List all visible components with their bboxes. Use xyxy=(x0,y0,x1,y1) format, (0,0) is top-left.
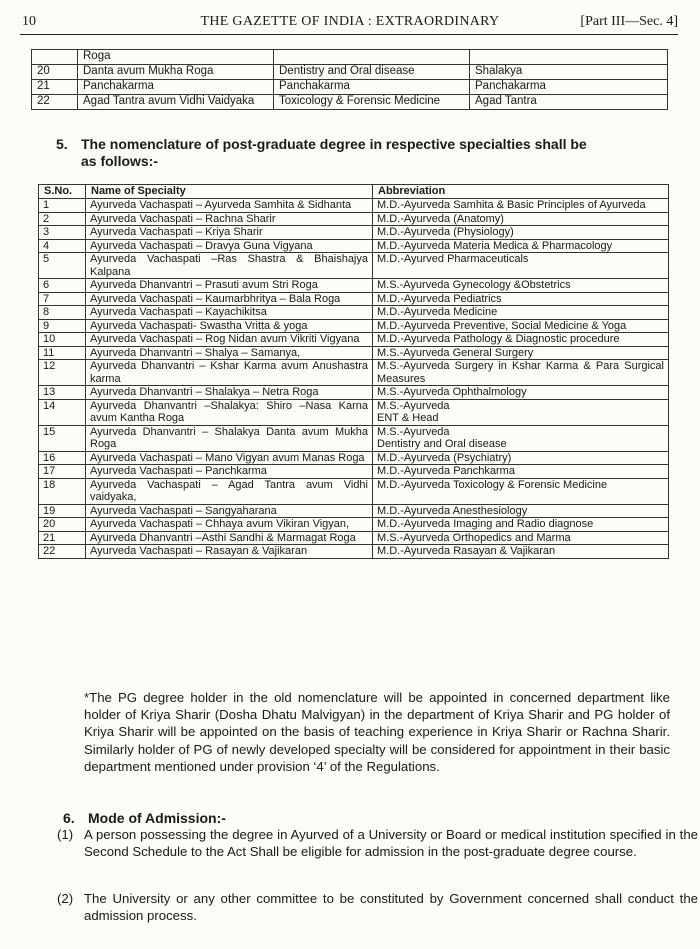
specialty-cell: Ayurveda Dhanvantri –Shalakya: Shiro –Nasa Karna avum Kantha Roga xyxy=(86,399,373,425)
table-row xyxy=(39,504,669,518)
clause-number: (1) xyxy=(57,827,74,842)
abbreviation-cell: M.S.-Ayurveda Dentistry and Oral disease xyxy=(373,425,669,451)
table-cell: 22 xyxy=(32,95,78,110)
section-number: 5. xyxy=(56,136,68,152)
table-row xyxy=(39,279,669,293)
sno-cell: 19 xyxy=(39,504,86,518)
specialty-cell: Ayurveda Dhanvantri – Kshar Karma avum Anushastra karma xyxy=(86,360,373,386)
sno-cell: 3 xyxy=(39,226,86,240)
specialty-cell: Ayurveda Vachaspati – Chhaya avum Vikiran Vigyan, xyxy=(86,518,373,532)
table-cell: Dentistry and Oral disease xyxy=(274,65,470,80)
table-row xyxy=(39,306,669,320)
col-header-abbreviation: Abbreviation xyxy=(373,185,669,199)
table-cell: 21 xyxy=(32,80,78,95)
abbreviation-cell: M.D.-Ayurveda Pediatrics xyxy=(373,292,669,306)
table-row xyxy=(39,465,669,479)
table-row xyxy=(39,531,669,545)
table-row xyxy=(39,478,669,504)
sno-cell: 16 xyxy=(39,451,86,465)
abbreviation-cell: M.D.-Ayurveda Panchkarma xyxy=(373,465,669,479)
specialty-cell: Ayurveda Vachaspati – Panchkarma xyxy=(86,465,373,479)
table-row xyxy=(32,65,668,80)
table-row xyxy=(39,545,669,559)
abbreviation-cell: M.D.-Ayurveda Toxicology & Forensic Medicine xyxy=(373,478,669,504)
specialty-cell: Ayurveda Vachaspati- Swastha Vritta & yoga xyxy=(86,319,373,333)
table-row xyxy=(39,518,669,532)
table-cell: Agad Tantra xyxy=(470,95,668,110)
table-cell: Roga xyxy=(78,50,274,65)
clause-text: The University or any other committee to be constituted by Government concerned shall conduct the admission process. xyxy=(84,891,698,924)
table-cell: Panchakarma xyxy=(470,80,668,95)
table-cell: Shalakya xyxy=(470,65,668,80)
specialty-cell: Ayurveda Vachaspati – Agad Tantra avum Vidhi vaidyaka, xyxy=(86,478,373,504)
table-header-row xyxy=(39,185,669,199)
sno-cell: 17 xyxy=(39,465,86,479)
abbreviation-cell: M.D.-Ayurveda Preventive, Social Medicine & Yoga xyxy=(373,319,669,333)
part-section: [Part III—Sec. 4] xyxy=(580,14,678,29)
clause-text: A person possessing the degree in Ayurved of a University or Board or medical institution specified in the Second Schedule to the Act Shall be eligible for admission in the post-graduate degree course. xyxy=(84,827,698,860)
specialty-cell: Ayurveda Dhanvantri – Shalya – Samanya, xyxy=(86,346,373,360)
sno-cell: 1 xyxy=(39,199,86,213)
abbreviation-cell: M.D.-Ayurveda Samhita & Basic Principles of Ayurveda xyxy=(373,199,669,213)
specialty-cell: Ayurveda Vachaspati – Kayachikitsa xyxy=(86,306,373,320)
abbreviation-cell: M.D.-Ayurveda Medicine xyxy=(373,306,669,320)
section-heading: Mode of Admission:- xyxy=(88,810,226,826)
sno-cell: 6 xyxy=(39,279,86,293)
sno-cell: 11 xyxy=(39,346,86,360)
sno-cell: 14 xyxy=(39,399,86,425)
clause-number: (2) xyxy=(57,891,74,906)
sno-cell: 21 xyxy=(39,531,86,545)
table-row xyxy=(39,386,669,400)
abbreviation-cell: M.S.-Ayurveda General Surgery xyxy=(373,346,669,360)
header-rule xyxy=(20,34,678,35)
col-header-sno: S.No. xyxy=(39,185,86,199)
table-row xyxy=(32,95,668,110)
section-5-heading xyxy=(56,136,676,172)
abbreviation-cell: M.D.-Ayurveda Anesthesiology xyxy=(373,504,669,518)
specialty-cell: Ayurveda Vachaspati –Ras Shastra & Bhaishajya Kalpana xyxy=(86,253,373,279)
sno-cell: 22 xyxy=(39,545,86,559)
specialty-cell: Ayurveda Vachaspati – Rasayan & Vajikaran xyxy=(86,545,373,559)
nomenclature-table xyxy=(38,184,669,559)
sno-cell: 7 xyxy=(39,292,86,306)
admission-clause-1 xyxy=(57,826,698,878)
abbreviation-cell: M.S.-Ayurveda Ophthalmology xyxy=(373,386,669,400)
table-row xyxy=(39,253,669,279)
table-row xyxy=(32,80,668,95)
table-row xyxy=(39,226,669,240)
table-row xyxy=(39,346,669,360)
specialty-cell: Ayurveda Dhanvantri – Prasuti avum Stri Roga xyxy=(86,279,373,293)
table-cell xyxy=(274,50,470,65)
abbreviation-cell: M.D.-Ayurveda (Physiology) xyxy=(373,226,669,240)
table-row xyxy=(39,425,669,451)
section-number: 6. xyxy=(63,810,75,826)
sno-cell: 12 xyxy=(39,360,86,386)
abbreviation-cell: M.D.-Ayurveda Materia Medica & Pharmacology xyxy=(373,239,669,253)
specialty-cell: Ayurveda Dhanvantri – Shalakya Danta avum Mukha Roga xyxy=(86,425,373,451)
sno-cell: 18 xyxy=(39,478,86,504)
abbreviation-cell: M.S.-Ayurveda Orthopedics and Marma xyxy=(373,531,669,545)
table-row xyxy=(39,333,669,347)
table-cell xyxy=(470,50,668,65)
table-row xyxy=(39,399,669,425)
note-paragraph: *The PG degree holder in the old nomenclature will be appointed in concerned department like holder of Kriya Sharir (Dosha Dhatu Malvigyan) in the department of Kriya Sharir and PG holder of Kriya Sharir will be appointed on the basis of teaching experience in Kriya Sharir or Rachna Sharir. Similarly holder of PG of newly developed specialty will be considered for appointment in their basic department mentioned under provision ‘4’ of the Regulations. xyxy=(84,690,670,774)
specialty-cell: Ayurveda Vachaspati – Kaumarbhritya – Bala Roga xyxy=(86,292,373,306)
table-cell: Agad Tantra avum Vidhi Vaidyaka xyxy=(78,95,274,110)
table-cell: Panchakarma xyxy=(274,80,470,95)
abbreviation-cell: M.S.-Ayurveda Gynecology &Obstetrics xyxy=(373,279,669,293)
abbreviation-cell: M.D.-Ayurveda Pathology & Diagnostic procedure xyxy=(373,333,669,347)
specialty-cell: Ayurveda Vachaspati – Mano Vigyan avum Manas Roga xyxy=(86,451,373,465)
specialty-cell: Ayurveda Dhanvantri –Asthi Sandhi & Marmagat Roga xyxy=(86,531,373,545)
specialty-cell: Ayurveda Vachaspati – Ayurveda Samhita & Sidhanta xyxy=(86,199,373,213)
sno-cell: 13 xyxy=(39,386,86,400)
table-row xyxy=(39,212,669,226)
sno-cell: 5 xyxy=(39,253,86,279)
specialty-cell: Ayurveda Vachaspati – Dravya Guna Vigyana xyxy=(86,239,373,253)
section-heading-line1: The nomenclature of post-graduate degree in respective specialties shall be xyxy=(81,136,587,152)
table-row xyxy=(39,360,669,386)
abbreviation-cell: M.S.-Ayurveda ENT & Head xyxy=(373,399,669,425)
table-row xyxy=(39,292,669,306)
table-row xyxy=(39,319,669,333)
gazette-title: THE GAZETTE OF INDIA : EXTRAORDINARY xyxy=(200,14,500,29)
sno-cell: 4 xyxy=(39,239,86,253)
specialty-cell: Ayurveda Vachaspati – Rachna Sharir xyxy=(86,212,373,226)
specialty-cell: Ayurveda Dhanvantri – Shalakya – Netra Roga xyxy=(86,386,373,400)
abbreviation-cell: M.D.-Ayurveda Rasayan & Vajikaran xyxy=(373,545,669,559)
table-row xyxy=(39,199,669,213)
abbreviation-cell: M.D.-Ayurveda Imaging and Radio diagnose xyxy=(373,518,669,532)
sno-cell: 15 xyxy=(39,425,86,451)
specialty-cell: Ayurveda Vachaspati – Kriya Sharir xyxy=(86,226,373,240)
table-row xyxy=(39,239,669,253)
col-header-specialty: Name of Specialty xyxy=(86,185,373,199)
abbreviation-cell: M.S.-Ayurveda Surgery in Kshar Karma & Para Surgical Measures xyxy=(373,360,669,386)
table-cell: 20 xyxy=(32,65,78,80)
table-cell: Danta avum Mukha Roga xyxy=(78,65,274,80)
specialty-cell: Ayurveda Vachaspati – Sangyaharana xyxy=(86,504,373,518)
table-cell: Toxicology & Forensic Medicine xyxy=(274,95,470,110)
abbreviation-cell: M.D.-Ayurveda (Anatomy) xyxy=(373,212,669,226)
abbreviation-cell: M.D.-Ayurved Pharmaceuticals xyxy=(373,253,669,279)
sno-cell: 2 xyxy=(39,212,86,226)
table-row xyxy=(32,50,668,65)
table-cell xyxy=(32,50,78,65)
table-row xyxy=(39,451,669,465)
section-6-heading xyxy=(63,810,363,827)
sno-cell: 9 xyxy=(39,319,86,333)
page-header xyxy=(22,12,678,34)
sno-cell: 10 xyxy=(39,333,86,347)
specialty-cell: Ayurveda Vachaspati – Rog Nidan avum Vikriti Vigyana xyxy=(86,333,373,347)
page-number: 10 xyxy=(22,14,36,29)
sno-cell: 8 xyxy=(39,306,86,320)
abbreviation-cell: M.D.-Ayurveda (Psychiatry) xyxy=(373,451,669,465)
sno-cell: 20 xyxy=(39,518,86,532)
section-heading-line2: as follows:- xyxy=(81,153,159,169)
table-cell: Panchakarma xyxy=(78,80,274,95)
continuation-table xyxy=(31,49,668,110)
admission-clause-2 xyxy=(57,890,698,926)
